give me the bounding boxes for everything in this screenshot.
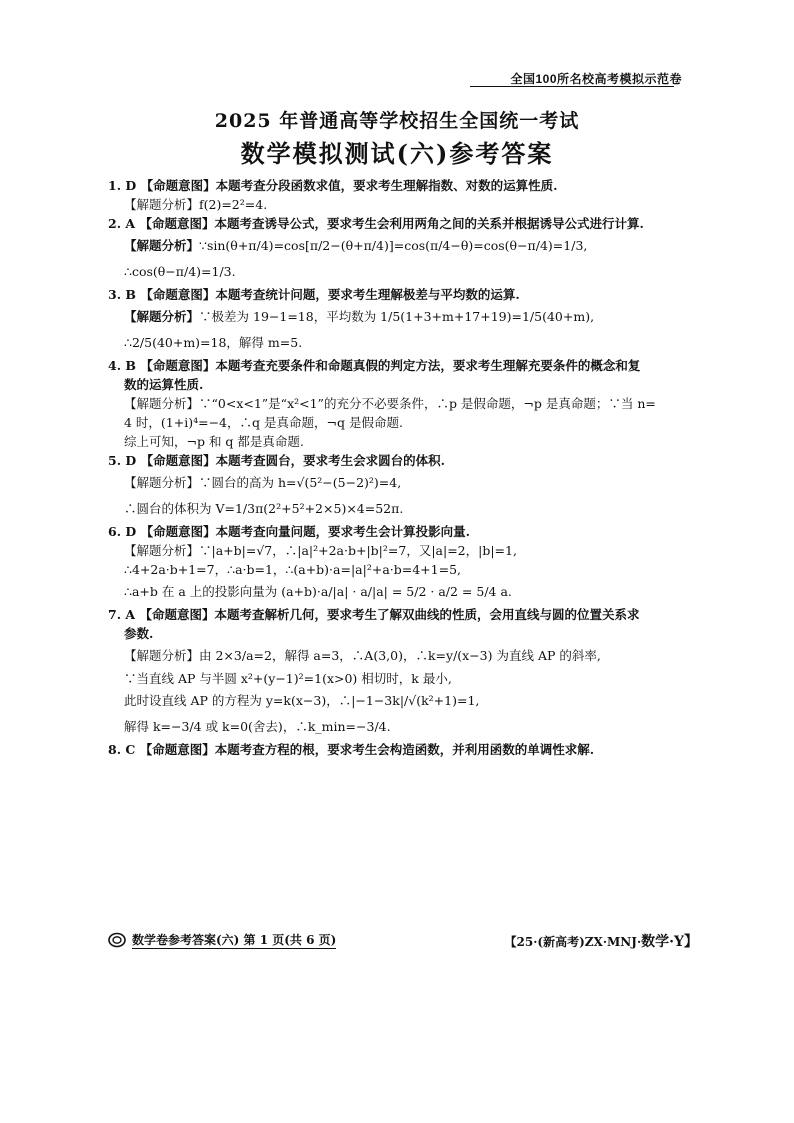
series-label: 全国100所名校高考模拟示范卷	[510, 72, 682, 86]
q3-intent: 3. B 【命题意图】本题考查统计问题，要求考生理解极差与平均数的运算.	[108, 287, 520, 302]
q4-analysis-1: 【解题分析】∵“0<x<1”是“x²<1”的充分不必要条件，∴p 是假命题，¬p 是真命题；∵当 n=	[124, 396, 656, 411]
q3-analysis-2: ∴2/5(40+m)=18，解得 m=5.	[124, 335, 303, 350]
q4-intent-cont: 数的运算性质.	[124, 377, 204, 392]
q4-analysis-2: 4 时，(1+i)⁴=−4，∴q 是真命题，¬q 是假命题.	[124, 415, 403, 430]
q3-eq1: ∵极差为 19−1=18，平均数为 1/5(1+3+m+17+19)=1/5(40+m),	[199, 309, 595, 324]
q2-eq1: ∵sin(θ+π/4)=cos[π/2−(θ+π/4)]=cos(π/4−θ)=cos(θ−π/4)=1/3,	[199, 238, 588, 253]
q1-intent: 1. D 【命题意图】本题考查分段函数求值，要求考生理解指数、对数的运算性质.	[108, 178, 558, 193]
q8-intent: 8. C 【命题意图】本题考查方程的根，要求考生会构造函数，并利用函数的单调性求解.	[108, 742, 595, 757]
q4-analysis-3: 综上可知，¬p 和 q 都是真命题.	[124, 434, 304, 449]
q6-analysis-3: ∴a+b 在 a 上的投影向量为 (a+b)·a/|a| · a/|a| = 5/2 · a/2 = 5/4 a.	[124, 584, 512, 599]
footer-code: 【25·(新高考)ZX·MNJ·	[504, 935, 642, 949]
q7-analysis-4: 解得 k=−3/4 或 k=0(舍去)，∴k_min=−3/4.	[124, 719, 391, 734]
q2-label: 【解题分析】	[124, 238, 200, 253]
q7-intent: 7. A 【命题意图】本题考查解析几何，要求考生了解双曲线的性质，会用直线与圆的位置关系求	[108, 607, 640, 622]
header-rule	[470, 86, 674, 87]
q2-intent: 2. A 【命题意图】本题考查诱导公式，要求考生会利用两角之间的关系并根据诱导公式进行计算.	[108, 216, 644, 231]
q2-analysis-2: ∴cos(θ−π/4)=1/3.	[124, 264, 236, 279]
footer-subject: 数学·Y】	[641, 934, 698, 950]
footer-page-info: 数学卷参考答案(六) 第 1 页(共 6 页)	[132, 933, 337, 947]
q6-intent: 6. D 【命题意图】本题考查向量问题，要求考生会计算投影向量.	[108, 524, 470, 539]
answer-title: 数学模拟测试(六)参考答案	[240, 139, 554, 168]
q2-analysis-1	[108, 233, 698, 259]
q7-analysis-2: ∵当直线 AP 与半圆 x²+(y−1)²=1(x>0) 相切时，k 最小,	[124, 671, 452, 686]
q5-intent: 5. D 【命题意图】本题考查圆台，要求考生会求圆台的体积.	[108, 453, 445, 468]
q7-intent-cont: 参数.	[124, 626, 154, 641]
publisher-logo-icon	[108, 932, 126, 948]
q1-analysis: 【解题分析】f(2)=2²=4.	[124, 197, 268, 212]
q5-analysis-2: ∴圆台的体积为 V=1/3π(2²+5²+2×5)×4=52π.	[124, 501, 404, 516]
q6-analysis-1: 【解题分析】∵|a+b|=√7，∴|a|²+2a·b+|b|²=7，又|a|=2，|b|=1,	[124, 543, 517, 558]
q3-analysis-1	[108, 304, 698, 330]
q3-label: 【解题分析】	[124, 309, 200, 324]
footer-left	[108, 931, 336, 949]
q7-analysis-1: 【解题分析】由 2×3/a=2，解得 a=3，∴A(3,0)，∴k=y/(x−3) 为直线 AP 的斜率,	[124, 648, 601, 663]
q7-analysis-3: 此时设直线 AP 的方程为 y=k(x−3)，∴|−1−3k|/√(k²+1)=1,	[124, 693, 480, 708]
footer-right	[505, 931, 698, 951]
answer-content	[108, 176, 698, 759]
q4-intent: 4. B 【命题意图】本题考查充要条件和命题真假的判定方法，要求考生理解充要条件的概念和复	[108, 358, 641, 373]
q6-analysis-2: ∴4+2a·b+1=7，∴a·b=1，∴(a+b)·a=|a|²+a·b=4+1=5,	[124, 562, 461, 577]
exam-title: 2025 年普通高等学校招生全国统一考试	[214, 110, 580, 132]
q5-analysis-1: 【解题分析】∵圆台的高为 h=√(5²−(5−2)²)=4,	[124, 475, 402, 490]
